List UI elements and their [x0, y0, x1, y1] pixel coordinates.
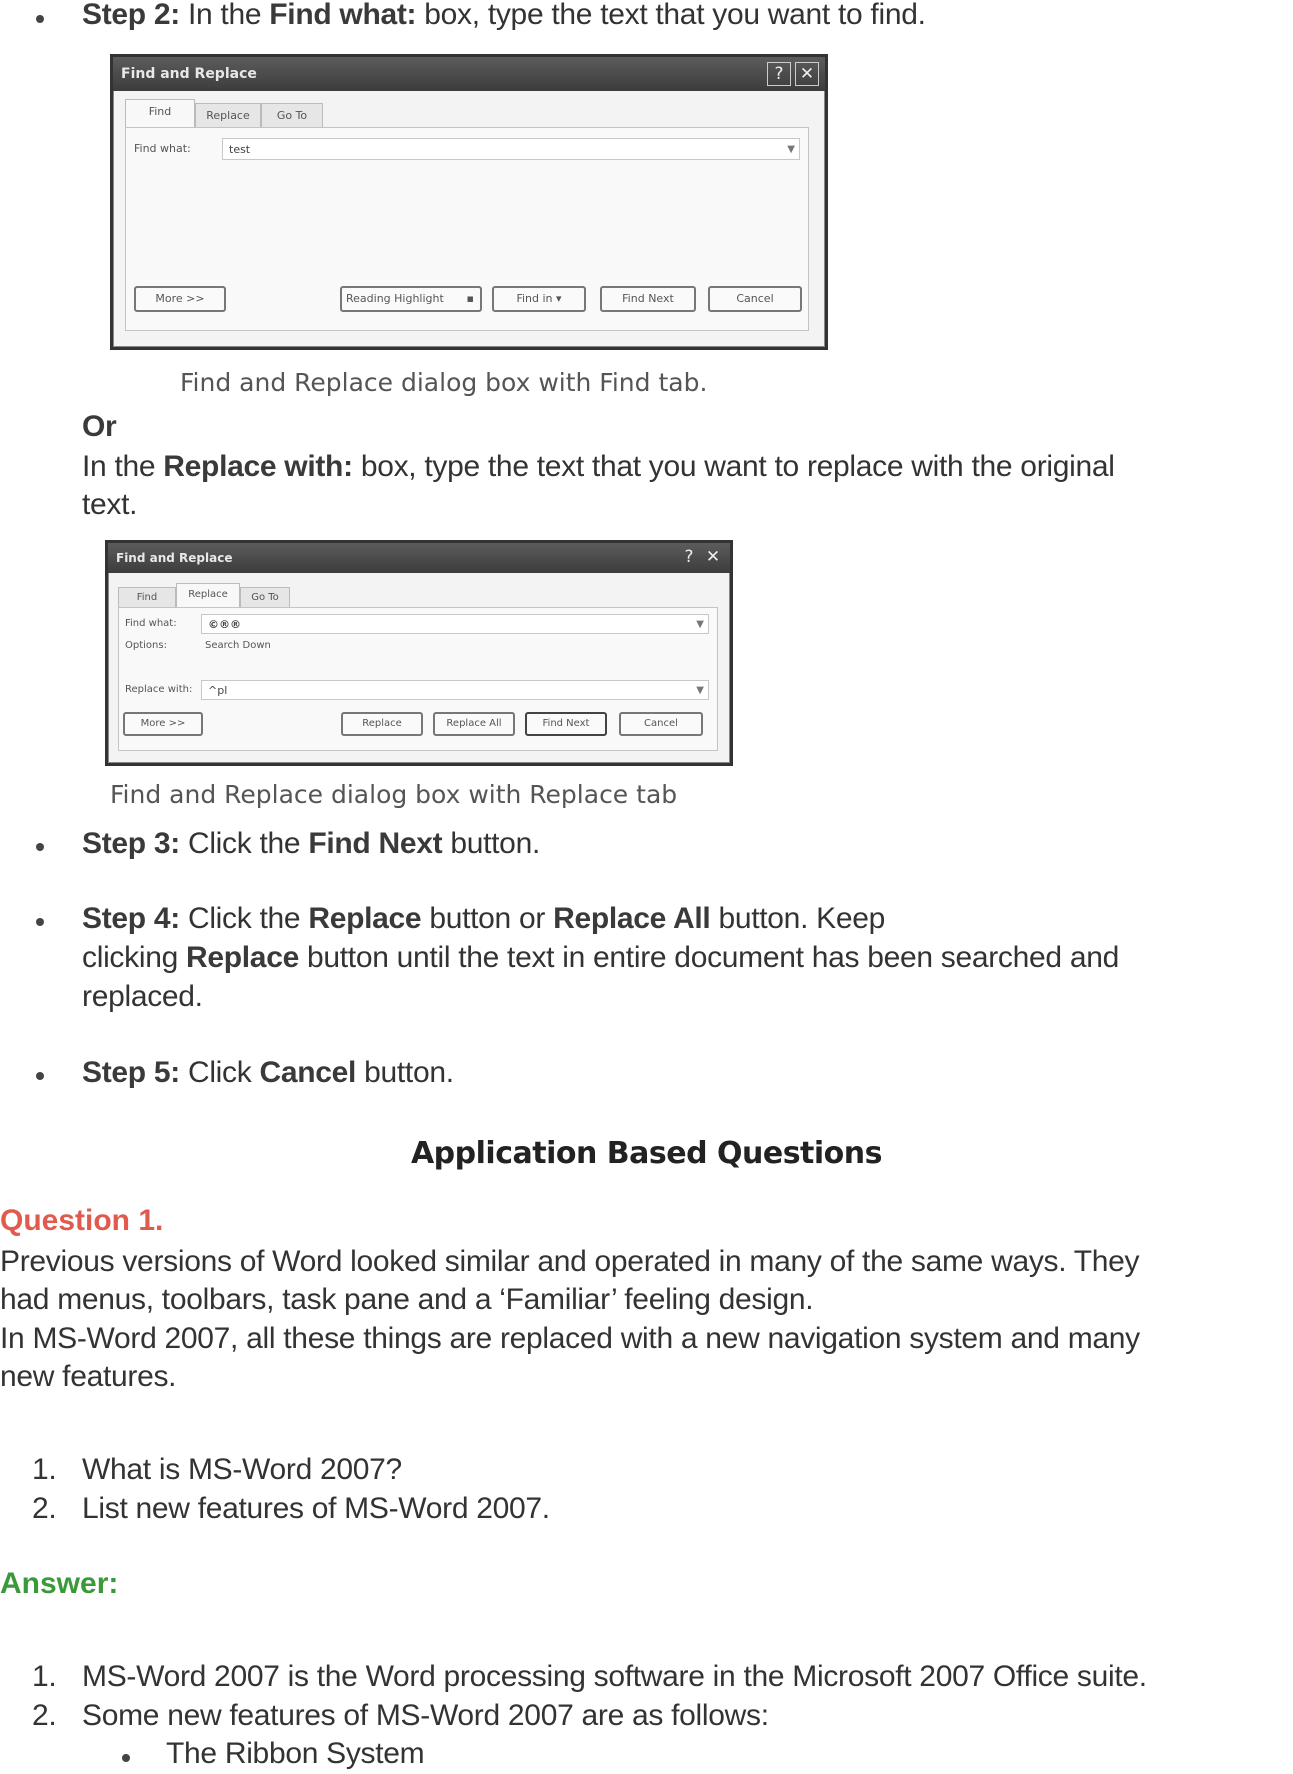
bullet-icon	[36, 15, 44, 23]
question-paragraph-line: In MS-Word 2007, all these things are replaced with a new navigation system and many	[0, 1322, 1140, 1355]
tab-goto[interactable]: Go To	[240, 587, 290, 608]
step-5-text: Step 5: Click Cancel button.	[82, 1056, 454, 1089]
chevron-down-icon[interactable]: ▼	[696, 619, 704, 630]
find-what-input[interactable]: test ▼	[222, 138, 800, 160]
find-next-button[interactable]: Find Next	[525, 712, 607, 736]
or-label: Or	[82, 410, 117, 443]
answer-item-number: 2.	[32, 1699, 57, 1732]
bullet-icon	[122, 1754, 130, 1762]
answer-item: Some new features of MS-Word 2007 are as follows:	[82, 1699, 769, 1732]
replace-with-input[interactable]: ^pl ▼	[201, 680, 709, 700]
dialog-title: Find and Replace	[116, 551, 233, 565]
replace-with-text: In the Replace with: box, type the text that you want to replace with the original	[82, 450, 1115, 483]
dialog-body	[118, 587, 718, 751]
answer-item: MS-Word 2007 is the Word processing software in the Microsoft 2007 Office suite.	[82, 1660, 1147, 1693]
question-paragraph-line: Previous versions of Word looked similar and operated in many of the same ways. They	[0, 1245, 1140, 1278]
bullet-icon	[36, 918, 44, 926]
replace-with-text-cont: text.	[82, 488, 138, 521]
chevron-down-icon[interactable]: ▼	[696, 685, 704, 696]
help-icon[interactable]: ?	[767, 62, 791, 86]
section-heading: Application Based Questions	[410, 1136, 883, 1171]
find-what-label: Find what:	[134, 142, 191, 155]
dialog-title-bar	[113, 57, 825, 91]
find-what-input[interactable]: ©®® ▼	[201, 614, 709, 634]
tab-panel	[125, 127, 809, 331]
bullet-icon	[36, 843, 44, 851]
answer-label: Answer:	[0, 1567, 119, 1600]
find-in-button[interactable]: Find in ▾	[492, 286, 586, 312]
dialog-body	[125, 103, 809, 331]
question-item-number: 2.	[32, 1492, 57, 1525]
answer-item-number: 1.	[32, 1660, 57, 1693]
step-4-text: Step 4: Click the Replace button or Replace All button. Keep	[82, 902, 885, 935]
dialog-title-bar	[108, 543, 730, 573]
answer-sub-item: The Ribbon System	[166, 1737, 425, 1770]
cancel-button[interactable]: Cancel	[619, 712, 703, 736]
cancel-button[interactable]: Cancel	[708, 286, 802, 312]
bullet-icon	[36, 1072, 44, 1080]
options-value: Search Down	[205, 640, 271, 651]
replace-all-button[interactable]: Replace All	[433, 712, 515, 736]
find-what-label: Find what:	[125, 618, 177, 629]
replace-with-label: Replace with:	[125, 684, 193, 695]
replace-button[interactable]: Replace	[341, 712, 423, 736]
options-label: Options:	[125, 640, 167, 651]
tab-panel	[118, 607, 718, 751]
tab-replace[interactable]: Replace	[176, 583, 240, 608]
find-next-button[interactable]: Find Next	[600, 286, 696, 312]
step-4-text-line2: clicking Replace button until the text in entire document has been searched and	[82, 941, 1119, 974]
help-icon[interactable]: ?	[684, 547, 694, 567]
close-icon[interactable]: ✕	[705, 547, 721, 567]
reading-highlight-button[interactable]: Reading Highlight ▪	[340, 286, 482, 312]
question-paragraph-line: had menus, toolbars, task pane and a ‘Familiar’ feeling design.	[0, 1283, 814, 1316]
more-button[interactable]: More >>	[134, 286, 226, 312]
dropdown-arrow-icon: ▪	[466, 292, 474, 305]
tab-goto[interactable]: Go To	[261, 103, 323, 128]
question-item-number: 1.	[32, 1453, 57, 1486]
figure-caption-find: Find and Replace dialog box with Find tab.	[180, 368, 708, 397]
step-3-text: Step 3: Click the Find Next button.	[82, 827, 540, 860]
question-item: What is MS-Word 2007?	[82, 1453, 402, 1486]
tab-replace[interactable]: Replace	[195, 103, 261, 128]
find-replace-dialog-replace	[105, 540, 733, 766]
step-label: Step 2:	[82, 0, 180, 31]
more-button[interactable]: More >>	[123, 712, 203, 736]
step-2-text: Step 2: In the Find what: box, type the text that you want to find.	[82, 0, 926, 31]
close-icon[interactable]: ✕	[795, 62, 819, 86]
question-item: List new features of MS-Word 2007.	[82, 1492, 550, 1525]
figure-caption-replace: Find and Replace dialog box with Replace tab	[110, 780, 678, 809]
tab-find[interactable]: Find	[118, 587, 176, 608]
dialog-title: Find and Replace	[121, 66, 257, 82]
tab-find[interactable]: Find	[125, 99, 195, 128]
find-replace-dialog-find	[110, 54, 828, 350]
question-paragraph-line: new features.	[0, 1360, 177, 1393]
step-4-text-line3: replaced.	[82, 980, 203, 1013]
question-label: Question 1.	[0, 1204, 164, 1237]
chevron-down-icon[interactable]: ▼	[787, 144, 795, 155]
